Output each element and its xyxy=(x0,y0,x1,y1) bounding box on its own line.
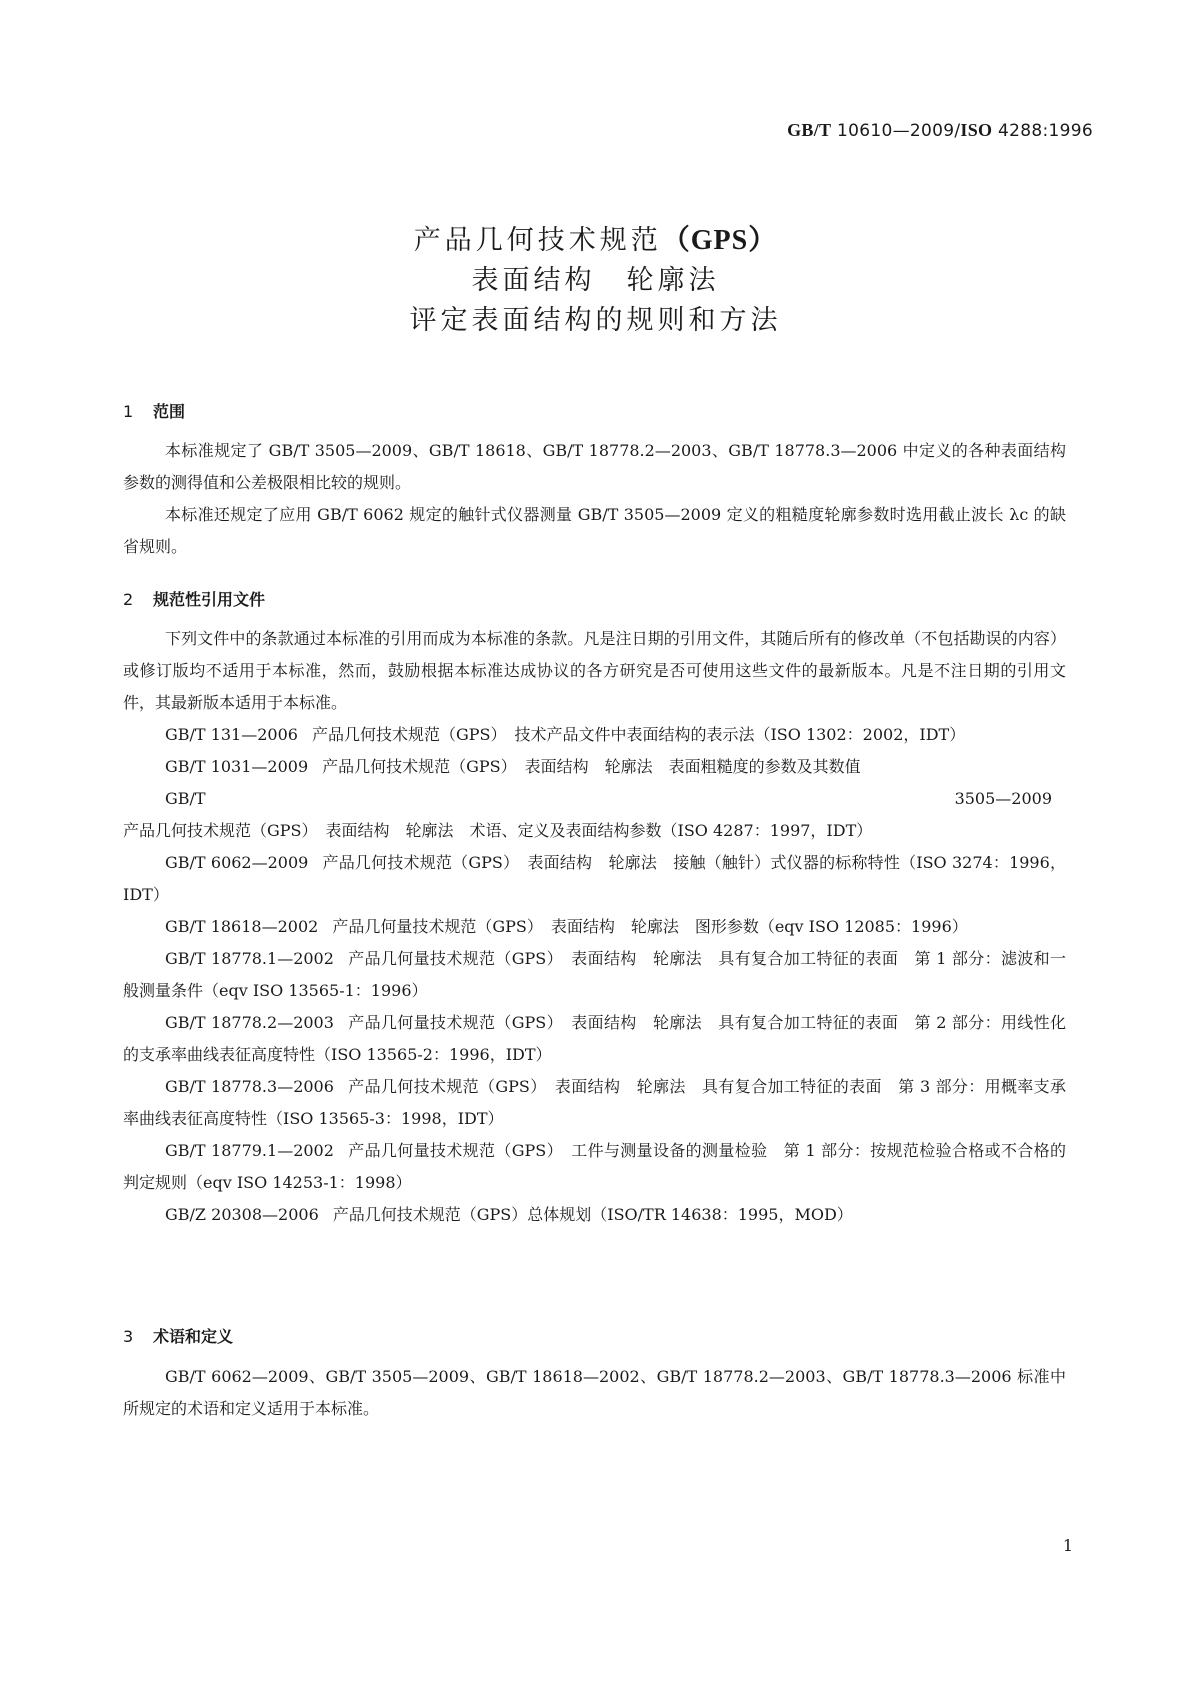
section-3-body xyxy=(123,1361,1066,1425)
title-line-1 xyxy=(0,218,1191,258)
page-number: 1 xyxy=(1062,1536,1073,1555)
reference-item xyxy=(123,1135,1066,1199)
title-line-2: 表面结构 轮廓法 xyxy=(471,265,720,296)
paragraph: GB/T 6062—2009、GB/T 3505—2009、GB/T 18618—2002、GB/T 18778.2—2003、GB/T 18778.3—2006 标准中所规定的术语和定义适用于本标准。 xyxy=(123,1367,1066,1418)
reference-title: 产品几何技术规范（GPS） 表面结构 轮廓法 具有复合加工特征的表面 第 3 部分：用概率支承率曲线表征高度特性（ISO 13565-3：1998，IDT） xyxy=(123,1077,1066,1128)
reference-title: 产品几何量技术规范（GPS） 表面结构 轮廓法 具有复合加工特征的表面 第 1 部分：滤波和一般测量条件（eqv ISO 13565-1：1996） xyxy=(123,949,1066,1000)
reference-code: GB/T 18779.1—2002 xyxy=(165,1141,334,1160)
section-number: 2 xyxy=(123,590,134,609)
reference-title: 产品几何技术规范（GPS） 技术产品文件中表面结构的表示法（ISO 1302：2002，IDT） xyxy=(311,725,966,744)
reference-item xyxy=(123,943,1066,1007)
reference-code: GB/T 131—2006 xyxy=(165,725,298,744)
reference-title: 产品几何技术规范（GPS）总体规划（ISO/TR 14638：1995，MOD） xyxy=(332,1205,853,1224)
standard-number xyxy=(787,120,1093,141)
section-title: 范围 xyxy=(153,402,186,421)
section-title: 规范性引用文件 xyxy=(153,590,266,609)
reference-code: GB/T 3505—2009 xyxy=(165,789,1052,808)
reference-title: 产品几何技术规范（GPS） 表面结构 轮廓法 接触（触针）式仪器的标称特性（ISO 3274：1996，IDT） xyxy=(123,853,1066,904)
standard-main-number: 10610—2009/ xyxy=(831,121,961,141)
reference-item xyxy=(123,847,1066,911)
reference-item xyxy=(123,783,1066,847)
reference-title: 产品几何量技术规范（GPS） 工件与测量设备的测量检验 第 1 部分：按规范检验合格或不合格的判定规则（eqv ISO 14253-1：1998） xyxy=(123,1141,1066,1192)
reference-item xyxy=(123,719,1066,751)
reference-title: 产品几何量技术规范（GPS） 表面结构 轮廓法 具有复合加工特征的表面 第 2 部分：用线性化的支承率曲线表征高度特性（ISO 13565-2：1996，IDT） xyxy=(123,1013,1066,1064)
section-2-body xyxy=(123,623,1066,1231)
iso-number: 4288:1996 xyxy=(992,121,1093,141)
section-title: 术语和定义 xyxy=(153,1327,234,1346)
reference-code: GB/T 6062—2009 xyxy=(165,853,309,872)
reference-item xyxy=(123,751,1066,783)
section-2-heading xyxy=(123,587,265,610)
section-number: 1 xyxy=(123,402,134,421)
paragraph: 下列文件中的条款通过本标准的引用而成为本标准的条款。凡是注日期的引用文件，其随后所有的修改单（不包括勘误的内容）或修订版均不适用于本标准，然而，鼓励根据本标准达成协议的各方研究是否可使用这些文件的最新版本。凡是不注日期的引用文件，其最新版本适用于本标准。 xyxy=(123,629,1066,712)
section-1-heading xyxy=(123,399,185,422)
section-number: 3 xyxy=(123,1327,134,1346)
reference-code: GB/T 18778.2—2003 xyxy=(165,1013,334,1032)
reference-item xyxy=(123,1007,1066,1071)
reference-item xyxy=(123,1199,1066,1231)
iso-prefix: ISO xyxy=(960,120,993,140)
reference-item xyxy=(123,1071,1066,1135)
reference-code: GB/T 1031—2009 xyxy=(165,757,309,776)
reference-item xyxy=(123,911,1066,943)
standard-prefix: GB/T xyxy=(787,120,832,140)
paragraph: 本标准还规定了应用 GB/T 6062 规定的触针式仪器测量 GB/T 3505—2009 定义的粗糙度轮廓参数时选用截止波长 λc 的缺省规则。 xyxy=(123,505,1066,556)
title-line-1-text: 产品几何技术规范 xyxy=(413,225,662,256)
paragraph: 本标准规定了 GB/T 3505—2009、GB/T 18618、GB/T 18778.2—2003、GB/T 18778.3—2006 中定义的各种表面结构参数的测得值和公差极限相比较的规则。 xyxy=(123,441,1066,492)
title-line-3: 评定表面结构的规则和方法 xyxy=(409,305,782,336)
section-1-body xyxy=(123,435,1066,563)
reference-title: 产品几何技术规范（GPS） 表面结构 轮廓法 术语、定义及表面结构参数（ISO 4287：1997，IDT） xyxy=(123,821,873,840)
title-gps: （GPS） xyxy=(661,225,778,256)
reference-code: GB/Z 20308—2006 xyxy=(165,1205,319,1224)
reference-code: GB/T 18778.3—2006 xyxy=(165,1077,334,1096)
section-3-heading xyxy=(123,1324,233,1347)
reference-title: 产品几何技术规范（GPS） 表面结构 轮廓法 表面粗糙度的参数及其数值 xyxy=(322,757,861,776)
reference-code: GB/T 18778.1—2002 xyxy=(165,949,334,968)
reference-title: 产品几何量技术规范（GPS） 表面结构 轮廓法 图形参数（eqv ISO 12085：1996） xyxy=(332,917,968,936)
reference-code: GB/T 18618—2002 xyxy=(165,917,319,936)
